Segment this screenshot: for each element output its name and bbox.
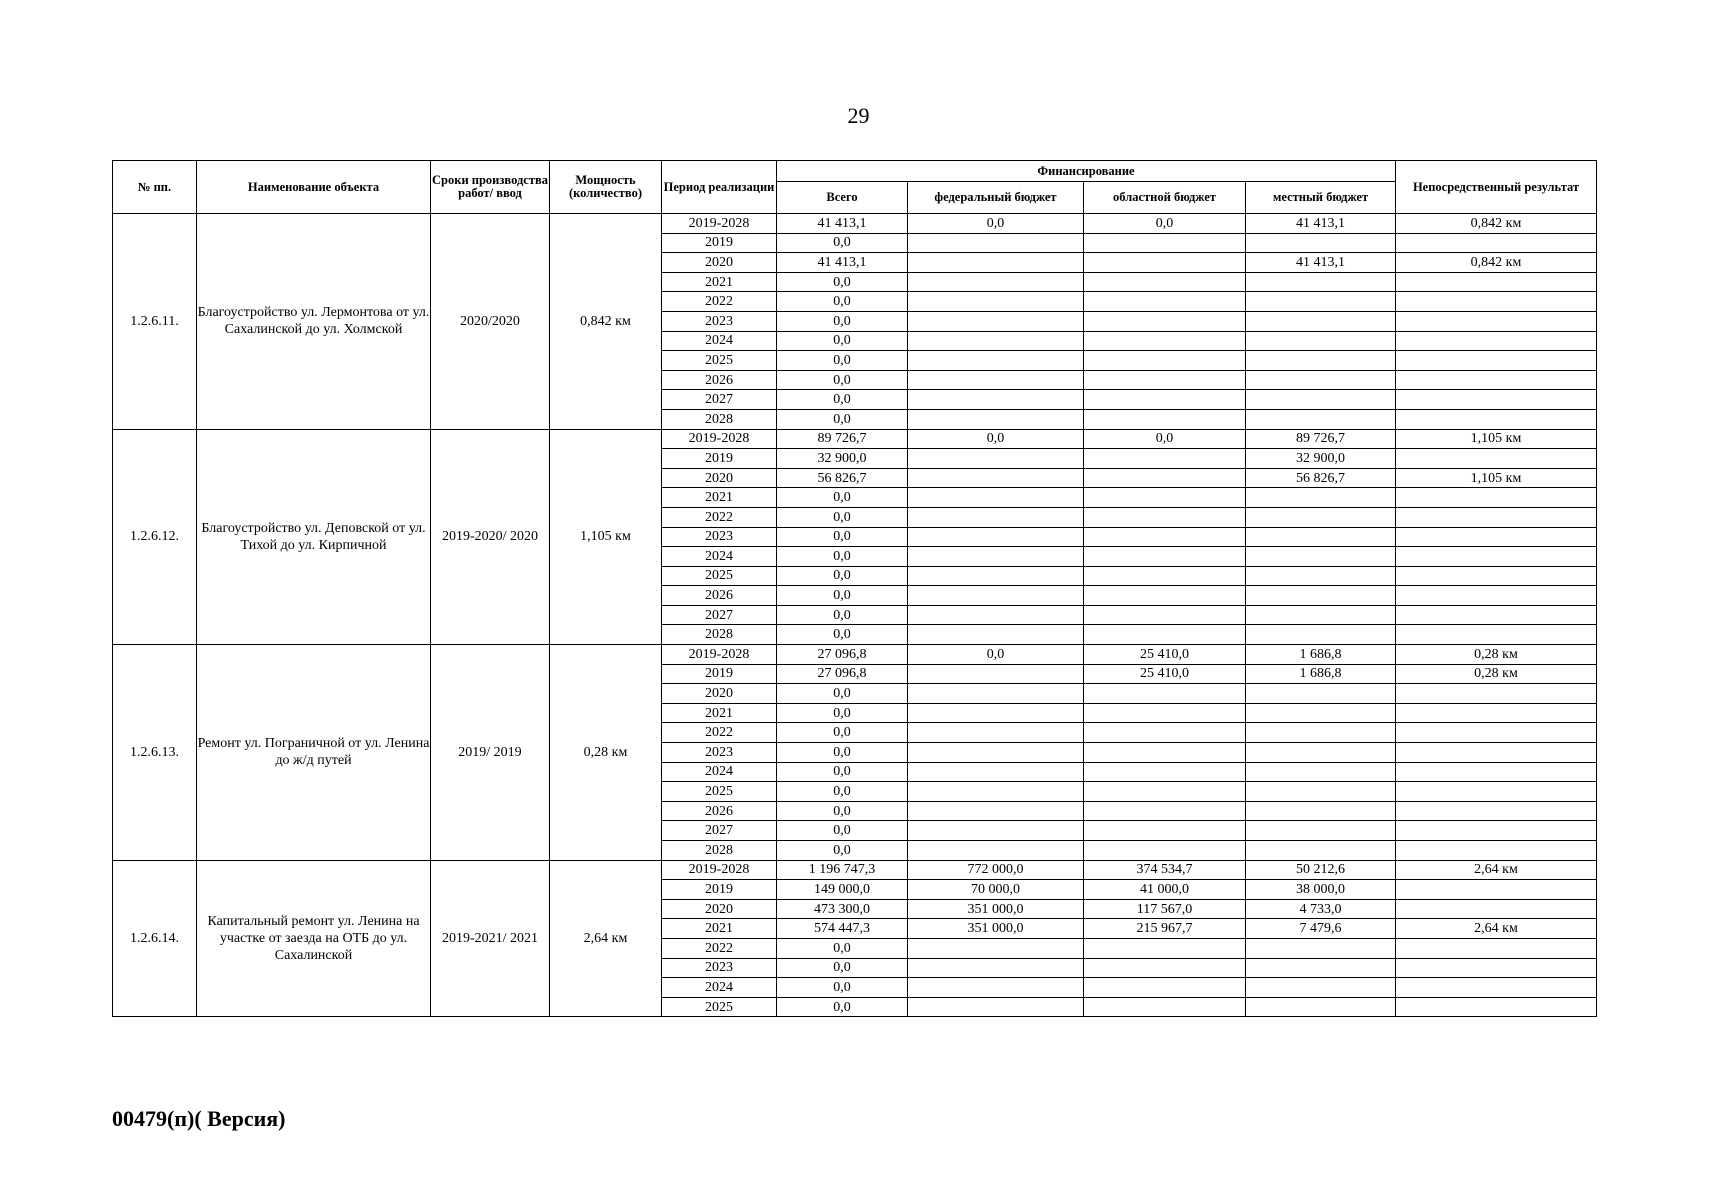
table-row (113, 860, 1597, 880)
period-cell: 2021 (662, 488, 777, 508)
local-cell (1246, 997, 1396, 1017)
period-cell: 2025 (662, 566, 777, 586)
result-cell (1396, 625, 1597, 645)
period-cell: 2026 (662, 801, 777, 821)
total-cell: 0,0 (777, 782, 908, 802)
regional-cell (1084, 292, 1246, 312)
total-cell: 0,0 (777, 958, 908, 978)
result-cell (1396, 292, 1597, 312)
result-cell (1396, 958, 1597, 978)
period-cell: 2020 (662, 253, 777, 273)
result-cell (1396, 782, 1597, 802)
result-cell (1396, 547, 1597, 567)
result-cell (1396, 938, 1597, 958)
period-cell: 2021 (662, 919, 777, 939)
local-cell (1246, 743, 1396, 763)
object-terms: 2019-2020/ 2020 (431, 429, 550, 645)
period-cell: 2019-2028 (662, 860, 777, 880)
object-name: Благоустройство ул. Лермонтова от ул. Сахалинской до ул. Холмской (197, 214, 431, 430)
federal-cell: 0,0 (908, 645, 1084, 665)
period-cell: 2028 (662, 841, 777, 861)
federal-cell (908, 586, 1084, 606)
regional-cell (1084, 566, 1246, 586)
local-cell: 41 413,1 (1246, 253, 1396, 273)
period-cell: 2019 (662, 233, 777, 253)
total-cell: 0,0 (777, 547, 908, 567)
local-cell (1246, 841, 1396, 861)
period-cell: 2020 (662, 684, 777, 704)
federal-cell (908, 351, 1084, 371)
total-cell: 0,0 (777, 272, 908, 292)
regional-cell (1084, 762, 1246, 782)
regional-cell: 0,0 (1084, 429, 1246, 449)
federal-cell (908, 743, 1084, 763)
local-cell: 1 686,8 (1246, 664, 1396, 684)
total-cell: 1 196 747,3 (777, 860, 908, 880)
result-cell (1396, 409, 1597, 429)
period-cell: 2024 (662, 547, 777, 567)
regional-cell (1084, 233, 1246, 253)
period-cell: 2019-2028 (662, 214, 777, 234)
federal-cell (908, 331, 1084, 351)
total-cell: 0,0 (777, 292, 908, 312)
object-number: 1.2.6.13. (113, 645, 197, 861)
local-cell (1246, 586, 1396, 606)
period-cell: 2026 (662, 370, 777, 390)
period-cell: 2025 (662, 997, 777, 1017)
local-cell (1246, 703, 1396, 723)
result-cell (1396, 370, 1597, 390)
header-regional: областной бюджет (1084, 182, 1246, 214)
regional-cell (1084, 409, 1246, 429)
federal-cell (908, 605, 1084, 625)
local-cell: 7 479,6 (1246, 919, 1396, 939)
result-cell (1396, 762, 1597, 782)
total-cell: 0,0 (777, 527, 908, 547)
local-cell (1246, 938, 1396, 958)
result-cell (1396, 723, 1597, 743)
federal-cell (908, 311, 1084, 331)
federal-cell (908, 253, 1084, 273)
regional-cell (1084, 351, 1246, 371)
regional-cell (1084, 449, 1246, 469)
total-cell: 0,0 (777, 841, 908, 861)
local-cell (1246, 351, 1396, 371)
result-cell (1396, 331, 1597, 351)
result-cell: 0,842 км (1396, 214, 1597, 234)
federal-cell: 70 000,0 (908, 880, 1084, 900)
federal-cell: 351 000,0 (908, 899, 1084, 919)
page-number: 29 (847, 103, 870, 128)
header-total: Всего (777, 182, 908, 214)
header-result: Непосредственный результат (1396, 161, 1597, 214)
table-row (113, 214, 1597, 234)
result-cell (1396, 880, 1597, 900)
result-cell (1396, 841, 1597, 861)
federal-cell (908, 507, 1084, 527)
regional-cell: 117 567,0 (1084, 899, 1246, 919)
total-cell: 27 096,8 (777, 664, 908, 684)
total-cell: 0,0 (777, 390, 908, 410)
local-cell (1246, 625, 1396, 645)
federal-cell (908, 684, 1084, 704)
local-cell (1246, 723, 1396, 743)
period-cell: 2028 (662, 625, 777, 645)
result-cell (1396, 390, 1597, 410)
result-cell (1396, 233, 1597, 253)
federal-cell: 0,0 (908, 429, 1084, 449)
regional-cell (1084, 684, 1246, 704)
regional-cell (1084, 958, 1246, 978)
local-cell (1246, 311, 1396, 331)
header-name: Наименование объекта (197, 161, 431, 214)
header-financing: Финансирование (777, 161, 1396, 182)
period-cell: 2019-2028 (662, 429, 777, 449)
regional-cell (1084, 997, 1246, 1017)
regional-cell (1084, 841, 1246, 861)
period-cell: 2024 (662, 978, 777, 998)
header-federal: федеральный бюджет (908, 182, 1084, 214)
total-cell: 56 826,7 (777, 468, 908, 488)
local-cell: 89 726,7 (1246, 429, 1396, 449)
federal-cell (908, 801, 1084, 821)
local-cell (1246, 684, 1396, 704)
period-cell: 2028 (662, 409, 777, 429)
table-body (113, 214, 1597, 1017)
total-cell: 0,0 (777, 605, 908, 625)
total-cell: 0,0 (777, 351, 908, 371)
federal-cell (908, 997, 1084, 1017)
federal-cell (908, 782, 1084, 802)
period-cell: 2020 (662, 468, 777, 488)
period-cell: 2022 (662, 507, 777, 527)
local-cell (1246, 547, 1396, 567)
federal-cell (908, 841, 1084, 861)
object-terms: 2019-2021/ 2021 (431, 860, 550, 1017)
object-name: Ремонт ул. Пограничной от ул. Ленина до ж/д путей (197, 645, 431, 861)
local-cell (1246, 370, 1396, 390)
regional-cell (1084, 723, 1246, 743)
total-cell: 32 900,0 (777, 449, 908, 469)
period-cell: 2022 (662, 723, 777, 743)
result-cell (1396, 449, 1597, 469)
local-cell (1246, 527, 1396, 547)
period-cell: 2020 (662, 899, 777, 919)
result-cell (1396, 507, 1597, 527)
result-cell (1396, 703, 1597, 723)
total-cell: 41 413,1 (777, 214, 908, 234)
total-cell: 0,0 (777, 801, 908, 821)
total-cell: 0,0 (777, 625, 908, 645)
regional-cell (1084, 743, 1246, 763)
result-cell: 0,842 км (1396, 253, 1597, 273)
table-row (113, 645, 1597, 665)
result-cell (1396, 899, 1597, 919)
period-cell: 2021 (662, 703, 777, 723)
result-cell (1396, 586, 1597, 606)
result-cell (1396, 527, 1597, 547)
regional-cell: 0,0 (1084, 214, 1246, 234)
federal-cell (908, 527, 1084, 547)
period-cell: 2025 (662, 351, 777, 371)
object-terms: 2019/ 2019 (431, 645, 550, 861)
regional-cell (1084, 938, 1246, 958)
total-cell: 574 447,3 (777, 919, 908, 939)
regional-cell (1084, 390, 1246, 410)
local-cell (1246, 409, 1396, 429)
federal-cell (908, 292, 1084, 312)
local-cell (1246, 272, 1396, 292)
local-cell (1246, 488, 1396, 508)
header-num: № пп. (113, 161, 197, 214)
regional-cell (1084, 821, 1246, 841)
total-cell: 0,0 (777, 311, 908, 331)
federal-cell: 351 000,0 (908, 919, 1084, 939)
regional-cell (1084, 253, 1246, 273)
regional-cell (1084, 331, 1246, 351)
object-name: Капитальный ремонт ул. Ленина на участке от заезда на ОТБ до ул. Сахалинской (197, 860, 431, 1017)
local-cell: 38 000,0 (1246, 880, 1396, 900)
local-cell (1246, 801, 1396, 821)
regional-cell (1084, 978, 1246, 998)
local-cell (1246, 782, 1396, 802)
period-cell: 2027 (662, 390, 777, 410)
local-cell (1246, 958, 1396, 978)
local-cell (1246, 605, 1396, 625)
federal-cell: 772 000,0 (908, 860, 1084, 880)
regional-cell: 25 410,0 (1084, 664, 1246, 684)
total-cell: 89 726,7 (777, 429, 908, 449)
result-cell: 0,28 км (1396, 664, 1597, 684)
local-cell (1246, 507, 1396, 527)
regional-cell (1084, 507, 1246, 527)
total-cell: 0,0 (777, 233, 908, 253)
federal-cell (908, 664, 1084, 684)
total-cell: 0,0 (777, 331, 908, 351)
total-cell: 0,0 (777, 684, 908, 704)
local-cell (1246, 978, 1396, 998)
header-terms: Сроки производства работ/ ввод (431, 161, 550, 214)
result-cell (1396, 801, 1597, 821)
regional-cell (1084, 488, 1246, 508)
result-cell: 1,105 км (1396, 468, 1597, 488)
result-cell (1396, 684, 1597, 704)
period-cell: 2027 (662, 821, 777, 841)
federal-cell (908, 233, 1084, 253)
result-cell (1396, 272, 1597, 292)
federal-cell (908, 938, 1084, 958)
regional-cell (1084, 272, 1246, 292)
total-cell: 0,0 (777, 507, 908, 527)
local-cell (1246, 233, 1396, 253)
result-cell: 0,28 км (1396, 645, 1597, 665)
local-cell: 50 212,6 (1246, 860, 1396, 880)
local-cell: 41 413,1 (1246, 214, 1396, 234)
federal-cell (908, 390, 1084, 410)
result-cell: 1,105 км (1396, 429, 1597, 449)
federal-cell (908, 703, 1084, 723)
total-cell: 0,0 (777, 743, 908, 763)
local-cell (1246, 566, 1396, 586)
local-cell (1246, 821, 1396, 841)
header-period: Период реализации (662, 161, 777, 214)
federal-cell (908, 409, 1084, 429)
federal-cell (908, 547, 1084, 567)
federal-cell (908, 272, 1084, 292)
object-number: 1.2.6.11. (113, 214, 197, 430)
local-cell (1246, 292, 1396, 312)
period-cell: 2023 (662, 958, 777, 978)
object-name: Благоустройство ул. Деповской от ул. Тихой до ул. Кирпичной (197, 429, 431, 645)
total-cell: 0,0 (777, 488, 908, 508)
period-cell: 2019 (662, 880, 777, 900)
regional-cell: 374 534,7 (1084, 860, 1246, 880)
federal-cell: 0,0 (908, 214, 1084, 234)
period-cell: 2023 (662, 743, 777, 763)
total-cell: 0,0 (777, 409, 908, 429)
regional-cell (1084, 605, 1246, 625)
federal-cell (908, 488, 1084, 508)
result-cell (1396, 605, 1597, 625)
federal-cell (908, 468, 1084, 488)
regional-cell (1084, 782, 1246, 802)
regional-cell: 215 967,7 (1084, 919, 1246, 939)
period-cell: 2025 (662, 782, 777, 802)
period-cell: 2019-2028 (662, 645, 777, 665)
regional-cell (1084, 527, 1246, 547)
federal-cell (908, 625, 1084, 645)
table-row (113, 429, 1597, 449)
result-cell (1396, 743, 1597, 763)
object-capacity: 2,64 км (550, 860, 662, 1017)
period-cell: 2024 (662, 762, 777, 782)
result-cell (1396, 488, 1597, 508)
result-cell: 2,64 км (1396, 919, 1597, 939)
federal-cell (908, 566, 1084, 586)
total-cell: 0,0 (777, 370, 908, 390)
header-local: местный бюджет (1246, 182, 1396, 214)
federal-cell (908, 958, 1084, 978)
regional-cell (1084, 547, 1246, 567)
regional-cell (1084, 468, 1246, 488)
header-capacity: Мощность (количество) (550, 161, 662, 214)
regional-cell (1084, 370, 1246, 390)
local-cell (1246, 331, 1396, 351)
local-cell (1246, 762, 1396, 782)
total-cell: 0,0 (777, 566, 908, 586)
table-header (113, 161, 1597, 214)
result-cell (1396, 821, 1597, 841)
period-cell: 2019 (662, 664, 777, 684)
period-cell: 2021 (662, 272, 777, 292)
federal-cell (908, 821, 1084, 841)
regional-cell (1084, 586, 1246, 606)
object-capacity: 0,28 км (550, 645, 662, 861)
federal-cell (908, 449, 1084, 469)
federal-cell (908, 370, 1084, 390)
object-number: 1.2.6.12. (113, 429, 197, 645)
period-cell: 2019 (662, 449, 777, 469)
total-cell: 149 000,0 (777, 880, 908, 900)
regional-cell (1084, 703, 1246, 723)
financing-table (112, 160, 1597, 1017)
local-cell: 56 826,7 (1246, 468, 1396, 488)
total-cell: 473 300,0 (777, 899, 908, 919)
result-cell (1396, 351, 1597, 371)
regional-cell: 41 000,0 (1084, 880, 1246, 900)
document-code: 00479(п)( Версия) (112, 1106, 286, 1131)
result-cell (1396, 566, 1597, 586)
regional-cell (1084, 625, 1246, 645)
regional-cell (1084, 311, 1246, 331)
local-cell: 4 733,0 (1246, 899, 1396, 919)
federal-cell (908, 978, 1084, 998)
period-cell: 2027 (662, 605, 777, 625)
regional-cell: 25 410,0 (1084, 645, 1246, 665)
period-cell: 2023 (662, 311, 777, 331)
period-cell: 2024 (662, 331, 777, 351)
federal-cell (908, 762, 1084, 782)
total-cell: 0,0 (777, 586, 908, 606)
local-cell: 32 900,0 (1246, 449, 1396, 469)
period-cell: 2022 (662, 938, 777, 958)
total-cell: 0,0 (777, 723, 908, 743)
total-cell: 0,0 (777, 997, 908, 1017)
total-cell: 41 413,1 (777, 253, 908, 273)
object-terms: 2020/2020 (431, 214, 550, 430)
local-cell (1246, 390, 1396, 410)
total-cell: 0,0 (777, 762, 908, 782)
total-cell: 27 096,8 (777, 645, 908, 665)
total-cell: 0,0 (777, 821, 908, 841)
period-cell: 2022 (662, 292, 777, 312)
object-number: 1.2.6.14. (113, 860, 197, 1017)
regional-cell (1084, 801, 1246, 821)
federal-cell (908, 723, 1084, 743)
total-cell: 0,0 (777, 938, 908, 958)
object-capacity: 0,842 км (550, 214, 662, 430)
result-cell (1396, 997, 1597, 1017)
result-cell: 2,64 км (1396, 860, 1597, 880)
object-capacity: 1,105 км (550, 429, 662, 645)
result-cell (1396, 978, 1597, 998)
period-cell: 2026 (662, 586, 777, 606)
local-cell: 1 686,8 (1246, 645, 1396, 665)
period-cell: 2023 (662, 527, 777, 547)
result-cell (1396, 311, 1597, 331)
total-cell: 0,0 (777, 978, 908, 998)
total-cell: 0,0 (777, 703, 908, 723)
